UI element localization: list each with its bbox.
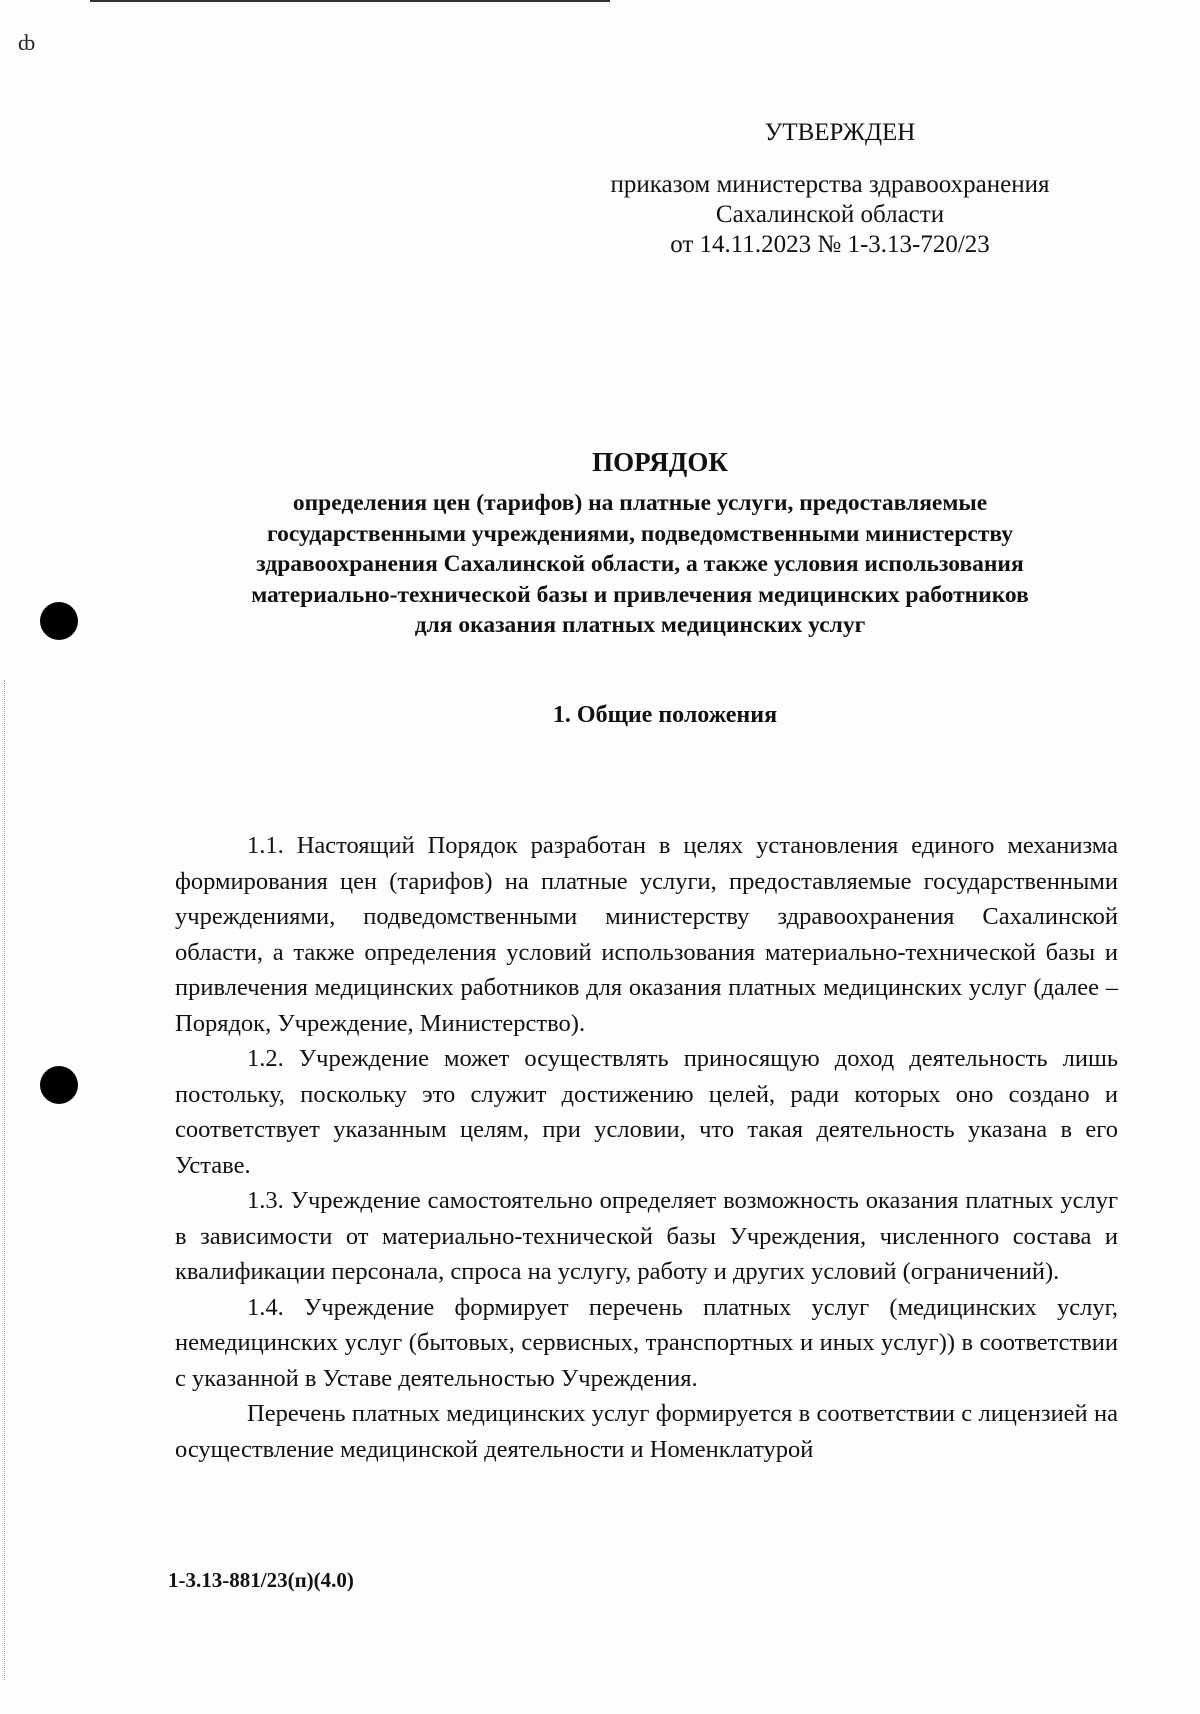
title-block [150,442,1130,641]
scan-top-line [90,0,610,2]
subtitle-line: здравоохранения Сахалинской области, а также условия использования [256,551,1024,577]
approval-heading: УТВЕРЖДЕН [764,119,916,146]
scan-corner-mark: ȸ [18,30,36,55]
paragraph-1-2: 1.2. Учреждение может осуществлять приносящую доход деятельность лишь постольку, поскольку это служит достижению целей, ради которых оно создано и соответствует указанным целям, при условии, что такая деятельность указана в его Уставе. [175,1045,1118,1179]
approval-line: приказом министерства здравоохранения [610,171,1050,198]
punch-hole [40,602,78,640]
scan-left-edge [4,680,6,1680]
subtitle-line: материально-технической базы и привлечения медицинских работников [251,581,1029,608]
subtitle-line: государственными учреждениями, подведомственными министерству [267,520,1013,547]
punch-hole [40,1066,78,1104]
document-code: 1-3.13-881/23(п)(4.0) [168,1568,354,1592]
document-subtitle [150,488,1130,641]
approval-line: Сахалинской области [715,201,945,228]
paragraph-1-1: 1.1. Настоящий Порядок разработан в целях установления единого механизма формирования цен (тарифов) на платные услуги, предоставляемые государственными учреждениями, подведомственными министерству здравоохранения Сахалинской области, а также определения условий использования материально-технической базы и привлечения медицинских работников для оказания платных медицинских услуг (далее – Порядок, Учреждение, Министерство). [175,832,1118,1037]
paragraph-list-note: Перечень платных медицинских услуг формируется в соответствии с лицензией на осуществление медицинской деятельности и Номенклатурой [175,1400,1118,1463]
approval-line: от 14.11.2023 № 1-3.13-720/23 [670,231,990,258]
body-text [175,828,1118,1467]
paragraph-1-3: 1.3. Учреждение самостоятельно определяет возможность оказания платных услуг в зависимости от материально-технической базы Учреждения, численного состава и квалификации персонала, спроса на услугу, работу и других условий (ограничений). [175,1187,1118,1285]
subtitle-line: для оказания платных медицинских услуг [414,612,866,638]
subtitle-line: определения цен (тарифов) на платные услуги, предоставляемые [292,490,988,516]
paragraph-1-4: 1.4. Учреждение формирует перечень платных услуг (медицинских услуг, немедицинских услуг (бытовых, сервисных, транспортных и иных услуг)) в соответствии с указанной в Уставе деятельностью Учреждения. [175,1293,1118,1392]
section-heading: 1. Общие положения [552,702,778,728]
document-title: ПОРЯДОК [592,447,728,477]
approval-block [580,118,1080,260]
